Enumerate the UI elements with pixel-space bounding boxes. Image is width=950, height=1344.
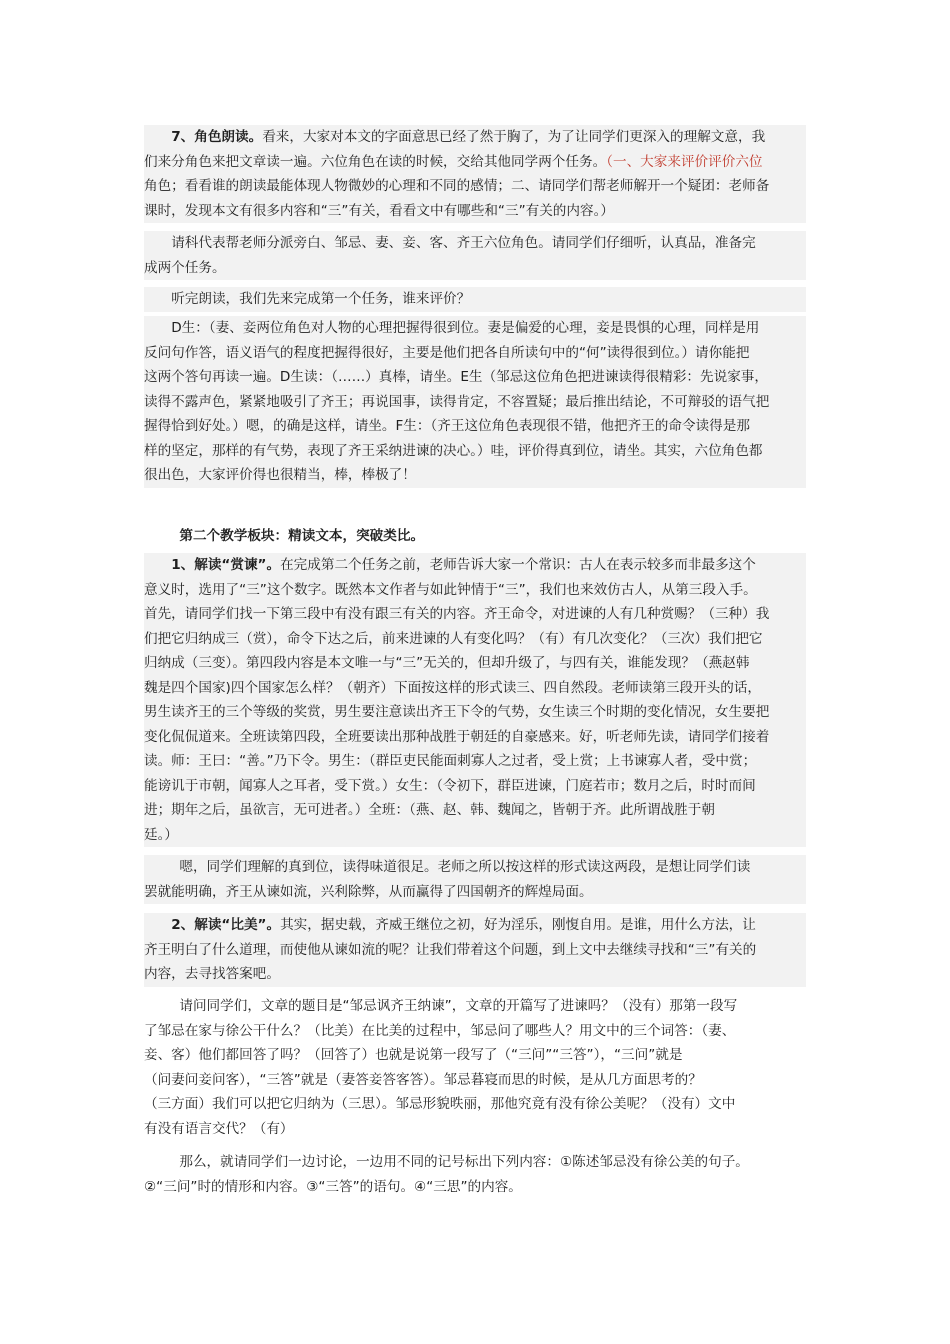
text-line: 读得不露声色，紧紧地吸引了齐王；再说国事，读得肯定，不容置疑；最后推出结论，不可辩驳的语气把: [144, 393, 770, 410]
text-line: D生：（妻、妾两位角色对人物的心理把握得很到位。妻是偏爱的心理，妾是畏惧的心理，同样是用: [171, 320, 760, 336]
text-line: 们来分角色来把文章读一遍。六位角色在读的时候，交给其他同学两个任务。（一、大家来评价评价六位: [144, 153, 763, 170]
paragraph-first-task: [144, 287, 806, 312]
text-line: 成两个任务。: [144, 259, 226, 276]
paragraph-shang-jian-summary: [144, 855, 806, 904]
text-line: 2、解读“比美”。其实，据史载，齐威王继位之初，好为淫乐，刚愎自用。是谁，用什么方法，让: [171, 917, 756, 933]
heading-role-reading: 7、角色朗读。: [171, 129, 263, 145]
text-line: 能谤讥于市朝，闻寡人之耳者，受下赏。）女生：（令初下，群臣进谏，门庭若市；数月之后，时时而间: [144, 777, 756, 794]
text-line: 1、解读“赏谏”。在完成第二个任务之前，老师告诉大家一个常识：古人在表示较多而非最多这个: [171, 557, 756, 573]
text-line: 廷。）: [144, 826, 178, 843]
text-line: 有没有语言交代？（有）: [144, 1120, 294, 1137]
text-line: 样的坚定，那样的有气势，表现了齐王采纳进谏的决心。）哇，评价得真到位，请坐。其实，六位角色都: [144, 442, 763, 459]
text-line: 反问句作答，语义语气的程度把握得很好，主要是他们把各自所读句中的“何”读得很到位。）请你能把: [144, 344, 750, 361]
text-line: 请问同学们，文章的题目是“邹忌讽齐王纳谏”，文章的开篇写了进谏吗？（没有）那第一段写: [179, 998, 738, 1014]
text-line: 归纳成（三变）。第四段内容是本文唯一与“三”无关的，但却升级了，与四有关，谁能发现？（燕赵韩: [144, 655, 750, 671]
text-line: 听完朗读，我们先来完成第一个任务，谁来评价？: [171, 291, 471, 307]
heading-bi-mei: 2、解读“比美”。: [171, 917, 281, 933]
paragraph-bi-mei-questions: [144, 994, 806, 1141]
heading-shang-jian: 1、解读“赏谏”。: [171, 557, 281, 573]
text-line: 妾、客）他们都回答了吗？（回答了）也就是说第一段写了（“三问”“三答”），“三问”就是: [144, 1047, 683, 1063]
section-heading: 第二个教学板块：精读文本，突破类比。: [179, 528, 425, 544]
text-line: 男生读齐王的三个等级的奖赏，男生要注意读出齐王下令的气势，女生读三个时期的变化情况，女生要把: [144, 704, 770, 720]
section-title: [144, 524, 806, 549]
text-line: （三方面）我们可以把它归纳为（三思）。邹忌形貌昳丽，那他究竟有没有徐公美呢？（没有）文中: [144, 1096, 736, 1112]
text-line: 读。师：王曰：“善。”乃下令。男生：（群臣吏民能面刺寡人之过者，受上赏；上书谏寡人者，受中赏；: [144, 753, 757, 769]
text-line: 魏是四个国家)四个国家怎么样？（朝齐）下面按这样的形式读三、四自然段。老师读第三段开头的话，: [144, 679, 762, 696]
text-line: 了邹忌在家与徐公干什么？（比美）在比美的过程中，邹忌问了哪些人？用文中的三个词答：（妻、: [144, 1022, 736, 1039]
text-line: 那么，就请同学们一边讨论，一边用不同的记号标出下列内容：①陈述邹忌没有徐公美的句子。: [179, 1154, 749, 1170]
text-line: 请科代表帮老师分派旁白、邹忌、妻、妾、客、齐王六位角色。请同学们仔细听，认真品，准备完: [171, 235, 756, 251]
text-line: 齐王明白了什么道理，而使他从谏如流的呢？让我们带着这个问题，到上文中去继续寻找和“三”有关的: [144, 941, 757, 958]
text-line: 很出色，大家评价得也很精当，棒，棒极了！: [144, 467, 416, 483]
text-line: 进；期年之后，虽欲言，无可进者。）全班：（燕、赵、韩、魏闻之，皆朝于齐。此所谓战胜于朝: [144, 802, 715, 818]
text-line: 这两个答句再读一遍。D生读：（……）真棒，请坐。E生（邹忌这位角色把进谏读得很精彩：先说家事，: [144, 369, 768, 385]
paragraph-role-reading: [144, 125, 806, 223]
text-line: 们把它归纳成三（赏），命令下达之后，前来进谏的人有变化吗？（有）有几次变化？（三次）我们把它: [144, 630, 763, 647]
text-line: （问妻问妾问客），“三答”就是（妻答妾答客答）。邹忌暮寝而思的时候，是从几方面思考的？: [144, 1071, 702, 1088]
text-line: 首先，请同学们找一下第三段中有没有跟三有关的内容。齐王命令，对进谏的人有几种赏赐？（三种）我: [144, 606, 770, 622]
text-line: 嗯，同学们理解的真到位，读得味道很足。老师之所以按这样的形式读这两段，是想让同学们读: [179, 859, 751, 875]
paragraph-marking-task: [144, 1150, 806, 1199]
text-line: 课时，发现本文有很多内容和“三”有关，看看文中有哪些和“三”有关的内容。）: [144, 202, 614, 219]
paragraph-bi-mei: [144, 913, 806, 987]
text-line: 变化侃侃道来。全班读第四段，全班要读出那种战胜于朝廷的自豪感来。好，听老师先读，请同学们接着: [144, 728, 770, 745]
text-line: 内容，去寻找答案吧。: [144, 966, 280, 982]
paragraph-assign-roles: [144, 231, 806, 280]
text-line: 7、角色朗读。看来，大家对本文的字面意思已经了然于胸了，为了让同学们更深入的理解文意，我: [171, 129, 766, 145]
paragraph-evaluations: [144, 316, 806, 488]
text-line: 意义时，选用了“三”这个数字。既然本文作者与如此钟情于“三”，我们也来效仿古人，从第三段入手。: [144, 581, 757, 598]
text-line: 罢就能明确，齐王从谏如流，兴利除弊，从而赢得了四国朝齐的辉煌局面。: [144, 883, 593, 900]
text-line: ②“三问”时的情形和内容。③“三答”的语句。④“三思”的内容。: [144, 1178, 522, 1195]
text-line: 握得恰到好处。）嗯，的确是这样，请坐。F生：（齐王这位角色表现很不错，他把齐王的命令读得是那: [144, 418, 750, 434]
task-note: （一、大家来评价评价六位: [606, 153, 763, 170]
paragraph-shang-jian: [144, 553, 806, 847]
text-line: 角色；看看谁的朗读最能体现人物微妙的心理和不同的感情；二、请同学们帮老师解开一个疑团：老师备: [144, 178, 770, 194]
